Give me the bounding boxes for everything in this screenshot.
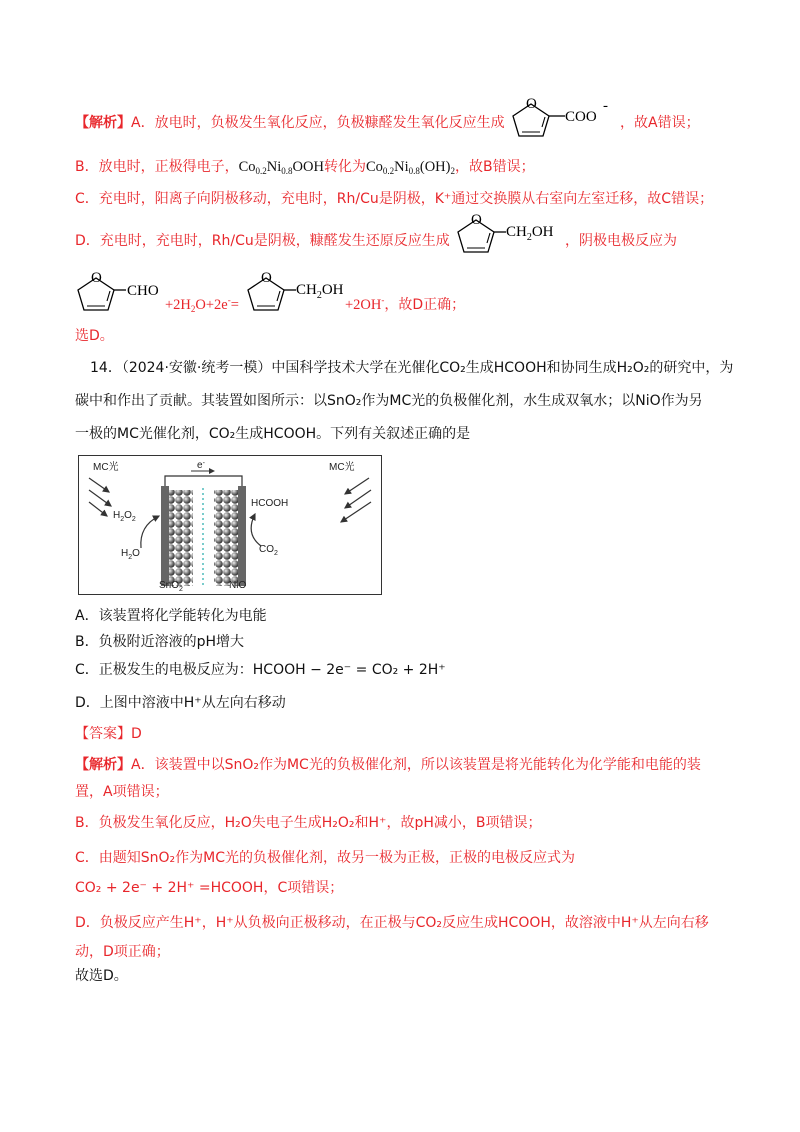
q14-stem-line3: 一极的MC光催化剂，CO₂生成HCOOH。下列有关叙述正确的是 <box>75 426 471 442</box>
analysis2-label: 【解析】 <box>75 757 131 773</box>
analysis2-d-line2: 动，D项正确； <box>75 944 170 960</box>
photocatalysis-device-figure <box>78 455 382 595</box>
analysis2-c-line1: C．由题知SnO₂作为MC光的负极催化剂，故另一极为正极，正极的电极反应式为 <box>75 850 576 866</box>
device-svg <box>79 456 381 594</box>
mc-light-left-label: MC光 <box>93 462 119 473</box>
analysis1-a-text: A．放电时，负极发生氧化反应，负极糠醛发生氧化反应生成 <box>131 115 505 131</box>
sno2-label: SnO$_2$ <box>159 580 183 593</box>
nio-particles <box>214 490 238 586</box>
analysis-label: 【解析】 <box>75 115 131 131</box>
nio-electrode-plate <box>238 486 246 586</box>
furfuryl-alcohol-structure-2 <box>240 270 350 318</box>
nio-label: NiO <box>229 580 247 591</box>
furoate-charge: - <box>603 98 608 114</box>
mc-light-right-label: MC光 <box>329 462 355 473</box>
furoate-structure <box>505 96 615 144</box>
analysis1-d-tail: ，阴极电极反应为 <box>565 233 677 249</box>
furfuryl-alcohol-structure <box>450 212 560 260</box>
answer-line: 【答案】D <box>75 726 142 742</box>
formula-co-ni-oh2: $Co_{0.2}Ni_{0.8}(OH)_2$ <box>365 159 455 176</box>
analysis2-a-line2: 置，A项错误； <box>75 784 169 800</box>
hcooh-label: HCOOH <box>251 498 289 509</box>
option-a: A．该装置将化学能转化为电能 <box>75 608 267 624</box>
analysis1-d-line: D．充电时，充电时，Rh/Cu是阴极，糠醛发生还原反应生成 <box>75 233 450 249</box>
svg-text:CH2OH: $CH_2OH$ <box>506 224 554 243</box>
option-b: B．负极附近溶液的pH增大 <box>75 634 245 650</box>
equation-tail: +2OH-，故D正确； <box>345 295 466 313</box>
h2o2-label: $H_2O_2$ <box>113 510 136 523</box>
furfural-structure <box>70 270 170 318</box>
external-wire <box>165 476 242 486</box>
h2o-label: $H_2O$ <box>121 548 140 561</box>
analysis2-b-line: B．负极发生氧化反应，H₂O失电子生成H₂O₂和H⁺，故pH减小，B项错误； <box>75 815 542 831</box>
electron-label: e- <box>197 460 205 471</box>
sno2-electrode-plate <box>161 486 169 586</box>
furoate-group-label: COO <box>565 109 597 125</box>
analysis1-c-line: C．充电时，阳离子向阴极移动，充电时，Rh/Cu是阴极，K⁺通过交换膜从右室向左室迁移，故C错误； <box>75 191 714 207</box>
svg-text:O: O <box>526 96 537 112</box>
analysis1-b-pre: B．放电时，正极得电子， <box>75 159 239 175</box>
q14-stem-line1: 14．（2024·安徽·统考一模）中国科学技术大学在光催化CO₂生成HCOOH和协同生成H₂O₂的研究中，为 <box>90 360 734 376</box>
svg-text:O: O <box>91 270 102 286</box>
analysis2-a1-text: A．该装置中以SnO₂作为MC光的负极催化剂，所以该装置是将光能转化为化学能和电能的装 <box>131 757 701 773</box>
analysis1-a-line <box>75 113 505 133</box>
q14-stem-line2: 碳中和作出了贡献。其装置如图所示：以SnO₂作为MC光的负极催化剂，水生成双氧水；以NiO作为另 <box>75 393 703 409</box>
analysis1-b-mid: 转化为 <box>323 159 366 175</box>
analysis2-c-line2: CO₂ + 2e⁻ + 2H⁺ =HCOOH，C项错误； <box>75 880 344 896</box>
analysis2-a-line1 <box>75 755 701 775</box>
option-c: C．正极发生的电极反应为：HCOOH − 2e⁻ = CO₂ + 2H⁺ <box>75 662 446 678</box>
analysis1-b-tail: ，故B错误； <box>454 159 535 175</box>
option-d: D．上图中溶液中H⁺从左向右移动 <box>75 695 286 711</box>
analysis1-a-tail: ，故A错误； <box>620 115 700 131</box>
svg-text:CH2OH: $CH_2OH$ <box>296 282 344 301</box>
analysis1-choose: 选D。 <box>75 328 114 344</box>
formula-co-ni-ooh: $Co_{0.2}Ni_{0.8}OOH$ <box>238 159 324 176</box>
co2-label: $CO_2$ <box>259 544 278 557</box>
svg-text:O: O <box>261 270 272 286</box>
furfural-group-label: CHO <box>127 283 159 299</box>
svg-text:O: O <box>471 212 482 228</box>
analysis1-b-line <box>75 157 535 181</box>
sno2-particles <box>169 490 193 586</box>
equation-middle: $+2H_2O+2e^-=$ <box>165 295 239 314</box>
analysis2-choose: 故选D。 <box>75 968 128 984</box>
analysis2-d-line1: D．负极反应产生H⁺，H⁺从负极向正极移动，在正极与CO₂反应生成HCOOH，故溶液中H⁺从左向右移 <box>75 915 709 931</box>
